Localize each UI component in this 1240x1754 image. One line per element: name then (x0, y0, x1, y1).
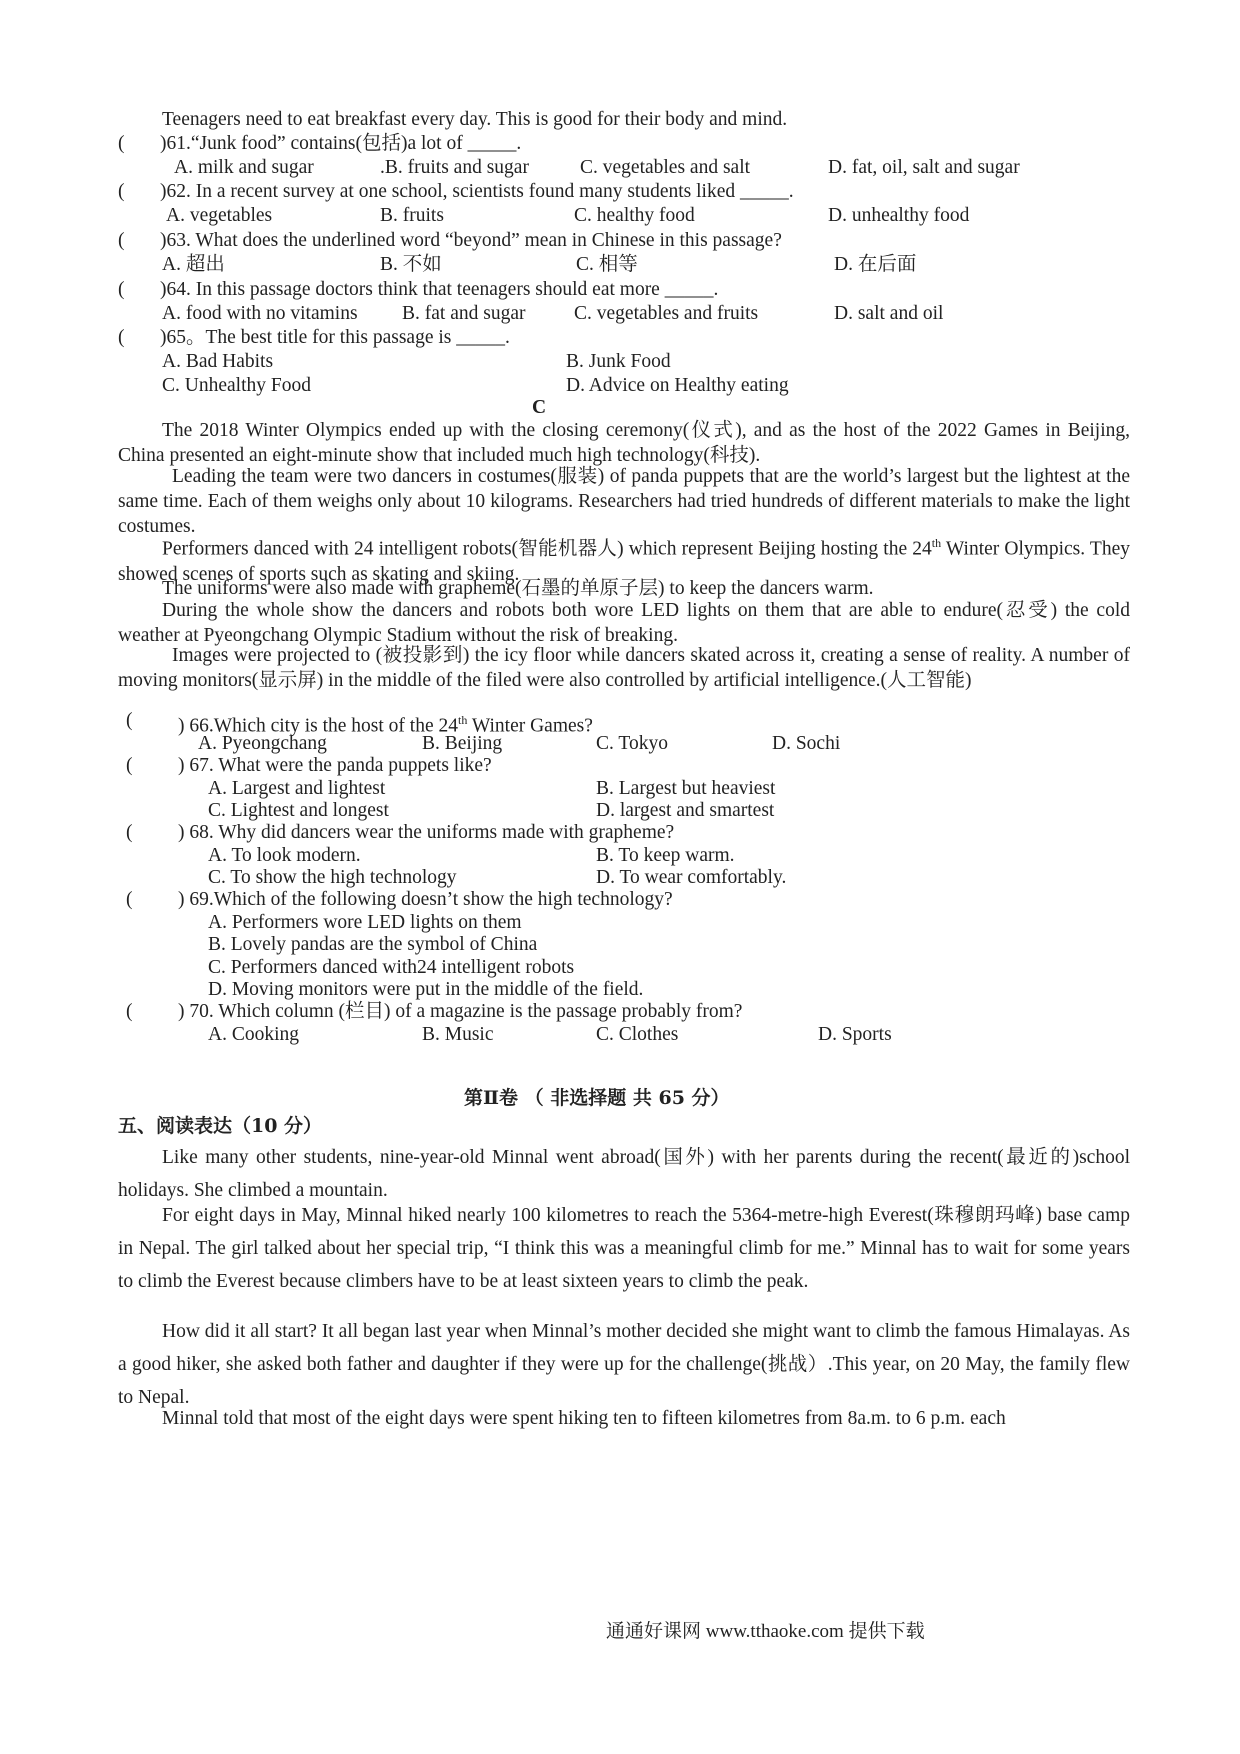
question-62-option-c: C. healthy food (574, 205, 695, 226)
section-5-paragraph-3: How did it all start? It all began last year when Minnal’s mother decided she might want to climb the famous Himalayas. As a good hiker, she asked both father and daughter if they were up for the challenge(挑战）.This year, on 20 May, the family flew to Nepal. (118, 1321, 1130, 1408)
question-65-stem: )65。The best title for this passage is _____. (160, 327, 510, 348)
question-68-option-c: C. To show the high technology (208, 867, 457, 888)
question-63-stem: )63. What does the underlined word “beyond” mean in Chinese in this passage? (160, 230, 782, 251)
question-64-option-b: B. fat and sugar (402, 303, 526, 324)
question-67-option-b: B. Largest but heaviest (596, 778, 776, 799)
passage-c-paragraph-6: Images were projected to (被投影到) the icy floor while dancers skated across it, creating a sense of reality. A number of moving monitors(显示屏) in the middle of the filed were also controlled by artificial intelligence.(人工智能) (118, 645, 1130, 691)
question-65-option-b: B. Junk Food (566, 351, 671, 372)
question-66-option-b: B. Beijing (422, 733, 503, 754)
question-61-option-d: D. fat, oil, salt and sugar (828, 157, 1020, 178)
question-68-option-b: B. To keep warm. (596, 845, 735, 866)
question-65-option-d: D. Advice on Healthy eating (566, 375, 789, 396)
question-61-option-a: A. milk and sugar (174, 157, 314, 178)
section-5-paragraph-2: For eight days in May, Minnal hiked nearly 100 kilometres to reach the 5364-metre-high Everest(珠穆朗玛峰) base camp in Nepal. The girl talked about her special trip, “I think this was a meaningful climb for me.” Minnal has to wait for some years to climb the Everest because climbers have to be at least sixteen years to climb the peak. (118, 1205, 1130, 1292)
footer-watermark: 通通好课网 www.tthaoke.com 提供下载 (606, 1621, 925, 1642)
question-62-option-b: B. fruits (380, 205, 444, 226)
question-67-stem: ) 67. What were the panda puppets like? (178, 755, 492, 776)
section-5-title: 五、阅读表达（10 分） (118, 1115, 323, 1137)
question-64-option-c: C. vegetables and fruits (574, 303, 759, 324)
question-69-option-b: B. Lovely pandas are the symbol of China (208, 934, 538, 955)
answer-paren-63: ( (118, 230, 125, 251)
question-66-option-a: A. Pyeongchang (198, 733, 327, 754)
question-68-option-a: A. To look modern. (208, 845, 361, 866)
question-69-option-a: A. Performers wore LED lights on them (208, 912, 522, 933)
answer-paren-64: ( (118, 279, 125, 300)
question-62-option-a: A. vegetables (166, 205, 273, 226)
question-70-option-c: C. Clothes (596, 1024, 679, 1045)
question-65-option-a: A. Bad Habits (162, 351, 274, 372)
question-63-option-b: B. 不如 (380, 254, 442, 275)
question-61-stem: )61.“Junk food” contains(包括)a lot of _____. (160, 133, 522, 154)
question-69-option-c: C. Performers danced with24 intelligent robots (208, 957, 575, 978)
passage-c-paragraph-1: The 2018 Winter Olympics ended up with the closing ceremony(仪式), and as the host of the 2022 Games in Beijing, China presented an eight-minute show that included much high technology(科技). (118, 420, 1130, 466)
question-64-option-a: A. food with no vitamins (162, 303, 358, 324)
answer-paren-61: ( (118, 133, 125, 154)
passage-c-paragraph-3: Performers danced with 24 intelligent robots(智能机器人) which represent Beijing hosting the 24th Winter Olympics. They showed scenes of sports such as skating and skiing. (118, 536, 1130, 585)
question-67-option-c: C. Lightest and longest (208, 800, 389, 821)
question-61-option-b: .B. fruits and sugar (380, 157, 529, 178)
question-64-option-d: D. salt and oil (834, 303, 944, 324)
question-70-option-d: D. Sports (818, 1024, 892, 1045)
question-70-option-b: B. Music (422, 1024, 494, 1045)
question-66-option-d: D. Sochi (772, 733, 841, 754)
passage-c-paragraph-2: Leading the team were two dancers in costumes(服装) of panda puppets that are the world’s largest but the lightest at the same time. Each of them weighs only about 10 kilograms. Researchers had tried hundreds of different materials to make the light costumes. (118, 466, 1130, 537)
answer-paren-66: ( (126, 710, 133, 731)
answer-paren-62: ( (118, 181, 125, 202)
answer-paren-65: ( (118, 327, 125, 348)
question-63-option-c: C. 相等 (576, 254, 638, 275)
answer-paren-68: ( (126, 822, 133, 843)
section-5-paragraph-1: Like many other students, nine-year-old Minnal went abroad(国外) with her parents during the recent(最近的)school holidays. She climbed a mountain. (118, 1147, 1130, 1201)
question-62-option-d: D. unhealthy food (828, 205, 970, 226)
part-2-title: 第Ⅱ卷 （ 非选择题 共 65 分） (464, 1087, 730, 1109)
passage-c-paragraph-5: During the whole show the dancers and robots both wore LED lights on them that are able to endure(忍受) the cold weather at Pyeongchang Olympic Stadium without the risk of breaking. (118, 600, 1130, 646)
passage-c-heading: C (532, 397, 547, 418)
question-64-stem: )64. In this passage doctors think that teenagers should eat more _____. (160, 279, 719, 300)
question-67-option-a: A. Largest and lightest (208, 778, 386, 799)
passage-b-tail: Teenagers need to eat breakfast every day. This is good for their body and mind. (162, 109, 788, 130)
question-70-option-a: A. Cooking (208, 1024, 300, 1045)
question-61-option-c: C. vegetables and salt (580, 157, 751, 178)
question-69-option-d: D. Moving monitors were put in the middle of the field. (208, 979, 644, 1000)
question-63-option-d: D. 在后面 (834, 254, 917, 275)
question-69-stem: ) 69.Which of the following doesn’t show the high technology? (178, 889, 673, 910)
section-5-paragraph-4: Minnal told that most of the eight days were spent hiking ten to fifteen kilometres from 8a.m. to 6 p.m. each (162, 1408, 1006, 1429)
answer-paren-67: ( (126, 755, 133, 776)
question-67-option-d: D. largest and smartest (596, 800, 775, 821)
question-66-option-c: C. Tokyo (596, 733, 668, 754)
question-68-stem: ) 68. Why did dancers wear the uniforms made with grapheme? (178, 822, 675, 843)
question-66-stem: ) 66.Which city is the host of the 24th Winter Games? (178, 713, 593, 737)
answer-paren-70: ( (126, 1001, 133, 1022)
passage-c-paragraph-4: The uniforms were also made with grapheme(石墨的单原子层) to keep the dancers warm. (162, 578, 874, 599)
question-62-stem: )62. In a recent survey at one school, scientists found many students liked _____. (160, 181, 794, 202)
question-63-option-a: A. 超出 (162, 254, 225, 275)
answer-paren-69: ( (126, 889, 133, 910)
question-65-option-c: C. Unhealthy Food (162, 375, 311, 396)
question-70-stem: ) 70. Which column (栏目) of a magazine is the passage probably from? (178, 1001, 743, 1022)
question-68-option-d: D. To wear comfortably. (596, 867, 787, 888)
